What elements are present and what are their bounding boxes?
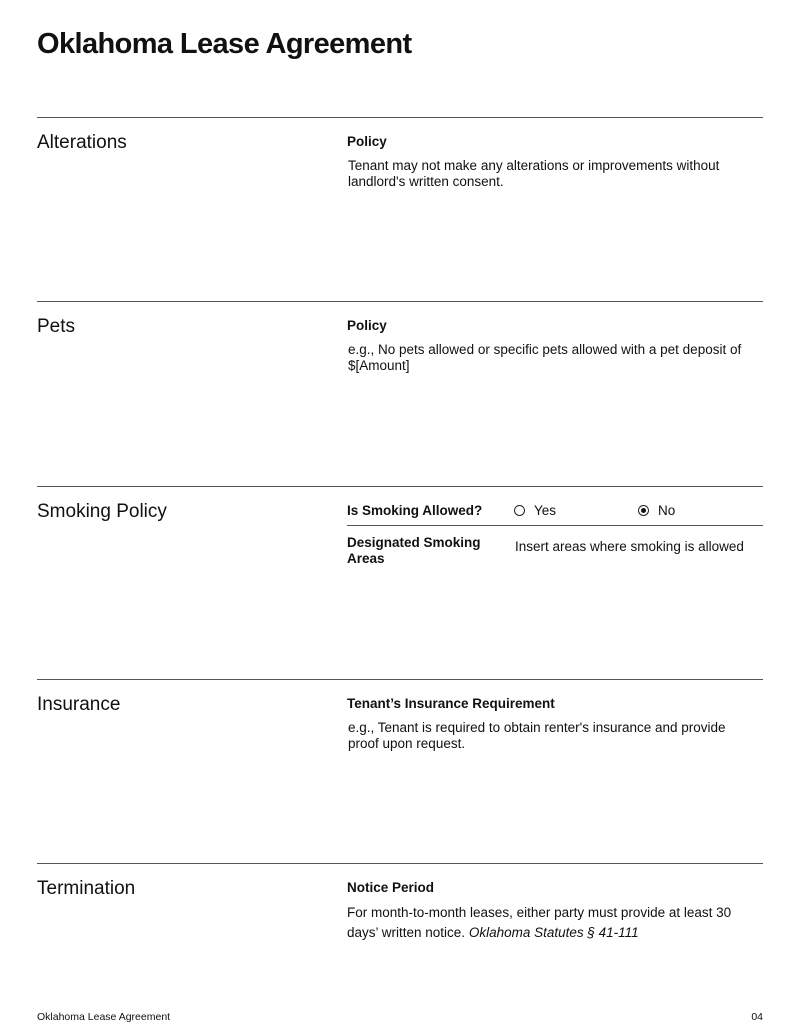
page-title: Oklahoma Lease Agreement	[37, 28, 412, 60]
radio-unchecked-icon[interactable]	[514, 505, 525, 516]
section-termination	[37, 863, 763, 940]
notice-period-label: Notice Period	[347, 880, 435, 895]
smoking-allowed-label: Is Smoking Allowed?	[347, 503, 483, 518]
section-alterations	[37, 117, 763, 189]
notice-period-value[interactable]	[347, 903, 747, 943]
section-heading: Smoking Policy	[37, 501, 167, 522]
radio-label-yes: Yes	[534, 503, 557, 518]
policy-label: Policy	[347, 134, 387, 149]
statute-citation: Oklahoma Statutes § 41-111	[468, 925, 639, 940]
page-footer	[37, 1011, 763, 1023]
footer-doc-name: Oklahoma Lease Agreement	[37, 1011, 171, 1023]
smoking-yes-radio[interactable]	[514, 503, 556, 518]
section-insurance	[37, 679, 763, 751]
section-smoking-policy	[37, 486, 763, 566]
insurance-requirement-label: Tenant’s Insurance Requirement	[347, 696, 555, 711]
policy-label: Policy	[347, 318, 387, 333]
page-number: 04	[751, 1011, 763, 1023]
radio-checked-icon[interactable]	[638, 505, 649, 516]
divider	[347, 525, 763, 526]
radio-label-no: No	[658, 503, 676, 518]
section-heading: Insurance	[37, 694, 121, 715]
notice-period-text: For month-to-month leases, either party must provide at least 30 days’ written notice.	[347, 905, 732, 940]
policy-value[interactable]: Tenant may not make any alterations or improvements without landlord's written consent.	[348, 158, 720, 189]
section-heading: Termination	[37, 878, 136, 899]
smoking-no-radio[interactable]	[638, 503, 675, 518]
section-pets	[37, 301, 763, 373]
section-heading: Pets	[37, 316, 76, 337]
designated-smoking-areas-value[interactable]: Insert areas where smoking is allowed	[515, 539, 744, 554]
policy-value[interactable]: e.g., No pets allowed or specific pets allowed with a pet deposit of $[Amount]	[348, 342, 742, 373]
insurance-requirement-value[interactable]: e.g., Tenant is required to obtain renter's insurance and provide proof upon request.	[348, 720, 726, 751]
designated-smoking-areas-label: Designated Smoking Areas	[347, 535, 481, 566]
section-heading: Alterations	[37, 132, 127, 153]
